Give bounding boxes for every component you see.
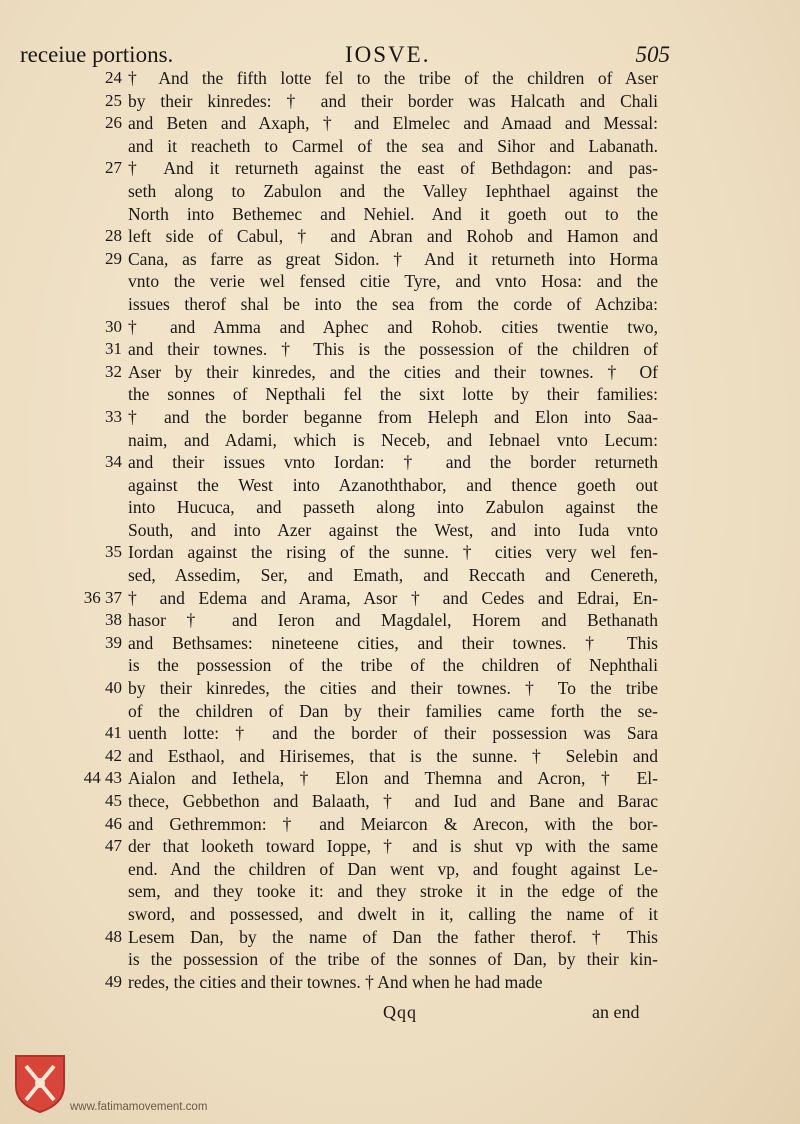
line-text: sed, Assedim, Ser, and Emath, and Reccath and Cenereth, — [128, 565, 658, 586]
line-text: Iordan against the rising of the sunne. † cities very wel fen- — [128, 542, 658, 563]
text-line — [0, 451, 700, 474]
text-line — [0, 813, 700, 836]
line-text: and their issues vnto Iordan: † and the border returneth — [128, 452, 658, 473]
text-line — [0, 858, 700, 881]
line-text: † And the fifth lotte fel to the tribe of the children of Aser — [128, 68, 658, 88]
line-text: † and Amma and Aphec and Rohob. cities twentie two, — [128, 316, 658, 337]
text-line — [0, 496, 700, 519]
text-line — [0, 722, 700, 745]
verse-number: 33 — [105, 406, 122, 426]
verse-number: 48 — [105, 926, 122, 946]
verse-number: 44 43 — [83, 768, 122, 788]
verse-number: 42 — [105, 745, 122, 765]
text-line — [0, 338, 700, 361]
text-line — [0, 632, 700, 655]
verse-number: 38 — [105, 610, 122, 630]
verse-number: 29 — [105, 248, 122, 268]
line-text: Lesem Dan, by the name of Dan the father therof. † This — [128, 926, 658, 947]
text-line — [0, 700, 700, 723]
text-line — [0, 948, 700, 971]
line-text: † And it returneth against the east of Bethdagon: and pas- — [128, 158, 658, 179]
verse-number: 49 — [105, 971, 122, 991]
line-text: Aialon and Iethela, † Elon and Themna and Acron, † El- — [128, 768, 658, 789]
text-line — [0, 316, 700, 339]
text-line — [0, 609, 700, 632]
text-line — [0, 248, 700, 271]
line-text: against the West into Azanoththabor, and thence goeth out — [128, 474, 658, 495]
header-left: receiue portions. — [20, 42, 174, 67]
text-line — [0, 541, 700, 564]
text-line — [0, 90, 700, 113]
text-line — [0, 654, 700, 677]
text-line — [0, 135, 700, 158]
verse-number: 27 — [105, 158, 122, 178]
verse-number: 31 — [105, 339, 122, 359]
text-line — [0, 225, 700, 248]
text-line — [0, 157, 700, 180]
line-text: der that looketh toward Ioppe, † and is shut vp with the same — [128, 836, 658, 857]
verse-number: 36 37 — [83, 587, 122, 607]
watermark-url[interactable]: www.fatimamovement.com — [70, 1101, 208, 1113]
papal-keys-logo-icon — [12, 1052, 68, 1114]
text-body — [0, 67, 700, 993]
verse-number: 28 — [105, 226, 122, 246]
line-text: North into Bethemec and Nehiel. And it goeth out to the — [128, 203, 658, 224]
text-line — [0, 880, 700, 903]
line-text: and Esthaol, and Hirisemes, that is the sunne. † Selebin and — [128, 745, 658, 766]
text-line — [0, 293, 700, 316]
line-text: † and Edema and Arama, Asor † and Cedes and Edrai, En- — [128, 587, 658, 608]
text-line — [0, 180, 700, 203]
page-footer — [0, 1002, 700, 1030]
text-line — [0, 361, 700, 384]
line-text: hasor † and Ieron and Magdalel, Horem and Bethanath — [128, 610, 658, 631]
verse-number: 25 — [105, 90, 122, 110]
line-text: by their kinredes, the cities and their townes. † To the tribe — [128, 678, 658, 699]
verse-number: 30 — [105, 316, 122, 336]
text-line — [0, 587, 700, 610]
text-line — [0, 926, 700, 949]
line-text: vnto the verie wel fensed citie Tyre, and vnto Hosa: and the — [128, 271, 658, 292]
line-text: and Gethremmon: † and Meiarcon & Arecon, with the bor- — [128, 813, 658, 834]
line-text: and their townes. † This is the possession of the children of — [128, 339, 658, 360]
text-line — [0, 67, 700, 90]
line-text: Aser by their kinredes, and the cities and their townes. † Of — [128, 361, 658, 382]
line-text: and Bethsames: nineteene cities, and their townes. † This — [128, 632, 658, 653]
text-line — [0, 564, 700, 587]
line-text: uenth lotte: † and the border of their possession was Sara — [128, 723, 658, 744]
line-text: thece, Gebbethon and Balaath, † and Iud and Bane and Barac — [128, 791, 658, 811]
line-text: into Hucuca, and passeth along into Zabulon against the — [128, 497, 658, 518]
header-book-title: IOSVE. — [345, 42, 431, 67]
line-text: seth along to Zabulon and the Valley Iephthael against the — [128, 180, 658, 201]
line-text: issues therof shal be into the sea from the corde of Achziba: — [128, 293, 658, 314]
text-line — [0, 406, 700, 429]
line-text: by their kinredes: † and their border was Halcath and Chali — [128, 90, 658, 111]
verse-number: 46 — [105, 813, 122, 833]
catchword: an end — [592, 1002, 640, 1022]
line-text: South, and into Azer against the West, and into Iuda vnto — [128, 519, 658, 540]
text-line — [0, 519, 700, 542]
header-page-number: 505 — [635, 42, 670, 67]
signature-mark: Qqq — [383, 1002, 417, 1022]
line-text: † and the border beganne from Heleph and Elon into Saa- — [128, 406, 658, 427]
line-text: sword, and possessed, and dwelt in it, calling the name of it — [128, 903, 658, 924]
text-line — [0, 903, 700, 926]
verse-number: 41 — [105, 723, 122, 743]
verse-number: 39 — [105, 632, 122, 652]
text-line — [0, 790, 700, 813]
text-line — [0, 745, 700, 768]
verse-number: 45 — [105, 791, 122, 810]
line-text: end. And the children of Dan went vp, and fought against Le- — [128, 858, 658, 879]
text-line — [0, 112, 700, 135]
text-line — [0, 835, 700, 858]
line-text: of the children of Dan by their families came forth the se- — [128, 700, 658, 721]
line-text: and Beten and Axaph, † and Elmelec and Amaad and Messal: — [128, 113, 658, 134]
text-line — [0, 677, 700, 700]
line-text: left side of Cabul, † and Abran and Rohob and Hamon and — [128, 226, 658, 247]
line-text: Cana, as farre as great Sidon. † And it returneth into Horma — [128, 248, 658, 269]
verse-number: 40 — [105, 678, 122, 698]
text-line — [0, 474, 700, 497]
text-line — [0, 203, 700, 226]
line-text: is the possession of the tribe of the children of Nephthali — [128, 655, 658, 676]
line-text: and it reacheth to Carmel of the sea and Sihor and Labanath. — [128, 135, 658, 156]
verse-number: 35 — [105, 542, 122, 562]
text-line — [0, 767, 700, 790]
text-line — [0, 270, 700, 293]
text-line — [0, 429, 700, 452]
verse-number: 47 — [105, 836, 122, 856]
text-line — [0, 383, 700, 406]
line-text: is the possession of the tribe of the sonnes of Dan, by their kin- — [128, 949, 658, 970]
text-line — [0, 971, 700, 994]
verse-number: 34 — [105, 452, 122, 472]
line-text: sem, and they tooke it: and they stroke it in the edge of the — [128, 881, 658, 902]
line-text: redes, the cities and their townes. † And when he had made — [128, 971, 543, 992]
line-text: naim, and Adami, which is Neceb, and Iebnael vnto Lecum: — [128, 429, 658, 450]
verse-number: 24 — [105, 68, 122, 87]
verse-number: 26 — [105, 113, 122, 133]
line-text: the sonnes of Nepthali fel the sixt lotte by their families: — [128, 384, 658, 405]
verse-number: 32 — [105, 361, 122, 381]
